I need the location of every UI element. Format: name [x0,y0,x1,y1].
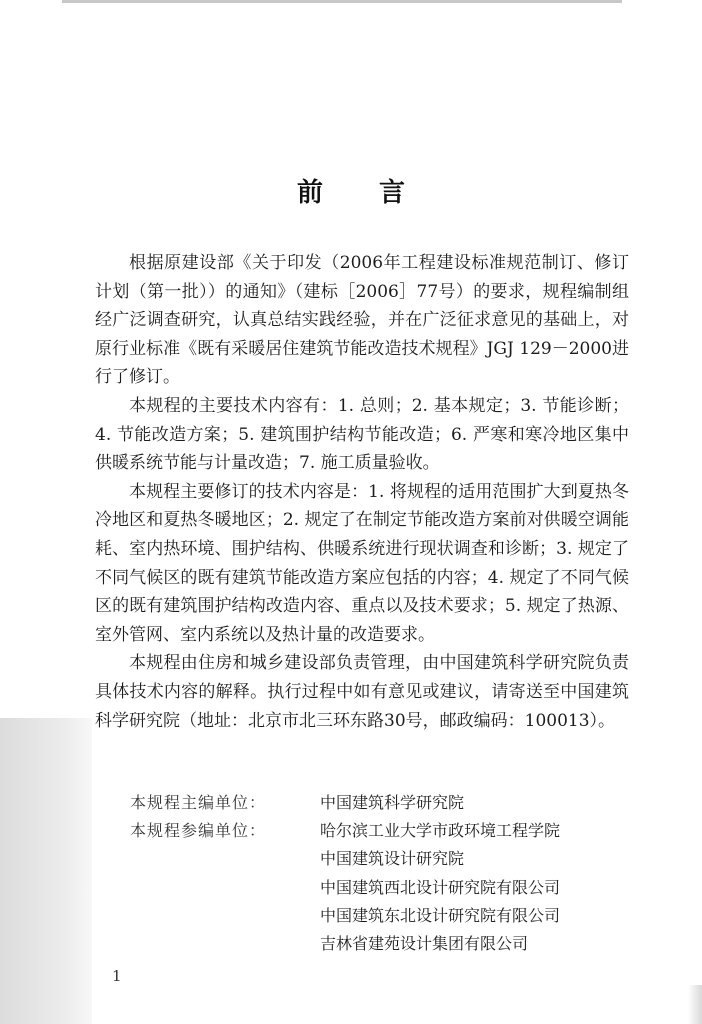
participating-unit-name: 中国建筑设计研究院 [320,849,465,869]
participating-unit-name: 吉林省建苑设计集团有限公司 [320,934,529,954]
participating-unit-label: 本规程参编单位： [130,821,267,841]
page-title [0,172,702,209]
paragraph-revised-content: 本规程主要修订的技术内容是：1. 将规程的适用范围扩大到夏热冬冷地区和夏热冬暖地区；2. 规定了在制定节能改造方案前对供暖空调能耗、室内热环境、围护结构、供暖系统进行现状调查和诊断；3. 规定了不同气候区的既有建筑节能改造方案应包括的内容；4. 规定了不同气候区的既有建筑围护结构改造内容、重点以及技术要求；5. 规定了热源、室外管网、室内系统以及热计量的改造要求。 [95,481,629,645]
participating-unit-row [130,902,630,930]
chief-unit-row [130,789,630,817]
top-edge-rule [62,0,622,3]
title-char-2: 言 [379,178,406,208]
participating-unit-row [130,817,630,845]
participating-unit-name: 哈尔滨工业大学市政环境工程学院 [320,821,561,841]
paragraph-management: 本规程由住房和城乡建设部负责管理，由中国建筑科学研究院负责具体技术内容的解释。执行过程中如有意见或建议，请寄送至中国建筑科学研究院（地址：北京市北三环东路30号，邮政编码：100013）。 [95,653,629,731]
preface-body [95,249,629,735]
chief-unit-name: 中国建筑科学研究院 [320,793,465,812]
page-number: 1 [112,967,122,985]
scan-edge-shade [688,985,702,1024]
participating-unit-row [130,845,630,873]
drafting-units [130,789,630,958]
chief-unit-label: 本规程主编单位： [130,793,267,812]
paragraph-main-content: 本规程的主要技术内容有：1. 总则；2. 基本规定；3. 节能诊断；4. 节能改造方案；5. 建筑围护结构节能改造；6. 严寒和寒冷地区集中供暖系统节能与计量改造；7. 施工质量验收。 [95,395,629,474]
title-char-1: 前 [296,178,323,208]
participating-unit-row [130,874,630,902]
paragraph-revision-basis: 根据原建设部《关于印发（2006年工程建设标准规范制订、修订计划（第一批））的通知》（建标［2006］77号）的要求，规程编制组经广泛调查研究，认真总结实践经验，并在广泛征求意见的基础上，对原行业标准《既有采暖居住建筑节能改造技术规程》JGJ 129－2000进行了修订。 [95,253,629,388]
participating-unit-name: 中国建筑西北设计研究院有限公司 [320,877,561,897]
scan-shadow [0,718,92,1024]
participating-unit-name: 中国建筑东北设计研究院有限公司 [320,905,561,925]
participating-unit-row [130,930,630,958]
